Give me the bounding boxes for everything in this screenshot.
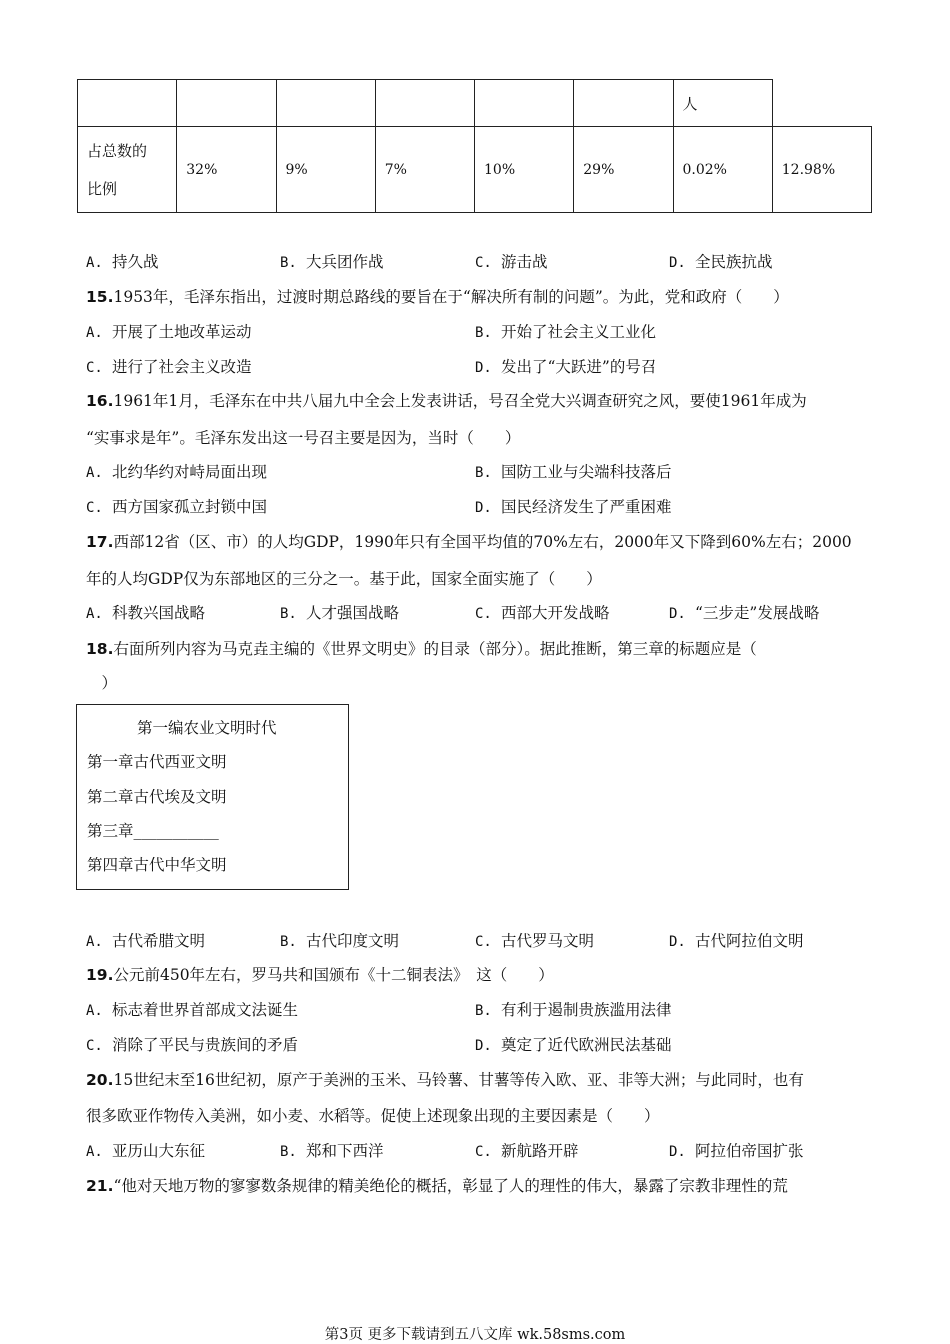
option-b — [475, 320, 656, 342]
question-text: 公元前450年左右，罗马共和国颁布《十二铜表法》 这（ ） — [113, 966, 554, 984]
option-letter: B. — [280, 255, 297, 271]
option-d — [669, 601, 819, 623]
option-letter: A. — [86, 1144, 103, 1160]
option-text: 古代印度文明 — [306, 932, 400, 950]
option-text: 国防工业与尖端科技落后 — [501, 463, 672, 481]
option-letter: D. — [475, 500, 492, 516]
option-c — [475, 929, 594, 951]
toc-chapter-3-blank: 第三章___________ — [87, 822, 219, 840]
question-number: 18. — [86, 640, 114, 658]
option-letter: D. — [669, 606, 686, 622]
table-row-label — [78, 127, 177, 213]
option-text: 北约华约对峙局面出现 — [112, 463, 268, 481]
option-text: 发出了“大跃进”的号召 — [501, 358, 657, 376]
option-text: 有利于遏制贵族滥用法律 — [501, 1001, 672, 1019]
option-text: 阿拉伯帝国扩张 — [695, 1142, 804, 1160]
option-text: 消除了平民与贵族间的矛盾 — [112, 1036, 299, 1054]
option-letter: C. — [475, 255, 492, 271]
question-number: 19. — [86, 966, 114, 984]
option-text: 大兵团作战 — [306, 253, 384, 271]
option-text: 郑和下西洋 — [306, 1142, 384, 1160]
option-text: 西方国家孤立封锁中国 — [112, 498, 268, 516]
option-text: 进行了社会主义改造 — [112, 358, 252, 376]
question-18 — [86, 637, 757, 659]
question-number: 17. — [86, 533, 114, 551]
option-letter: C. — [475, 606, 492, 622]
table-row — [78, 80, 872, 127]
option-text: 全民族抗战 — [695, 253, 773, 271]
option-letter: B. — [475, 325, 492, 341]
option-text: 西部大开发战略 — [501, 604, 610, 622]
q16-options-row1 — [86, 460, 866, 484]
question-number: 21. — [86, 1177, 114, 1195]
page-footer: 第3页 更多下载请到五八文库 wk.58sms.com — [324, 1327, 626, 1343]
option-text: 古代希腊文明 — [112, 932, 206, 950]
option-letter: C. — [475, 1144, 492, 1160]
population-ratio-table — [77, 79, 872, 213]
option-letter: A. — [86, 606, 103, 622]
option-b — [280, 601, 399, 623]
table-cell: 7% — [375, 127, 474, 213]
option-letter: A. — [86, 934, 103, 950]
option-letter: C. — [86, 1038, 103, 1054]
option-letter: A. — [86, 1003, 103, 1019]
option-text: 开始了社会主义工业化 — [501, 323, 657, 341]
table-cell — [375, 80, 474, 127]
option-letter: D. — [669, 934, 686, 950]
question-18-line2 — [86, 671, 117, 693]
option-b — [280, 250, 384, 272]
q15-options-row2 — [86, 355, 866, 379]
option-letter: C. — [86, 360, 103, 376]
option-text: 持久战 — [112, 253, 159, 271]
option-b — [475, 998, 672, 1020]
toc-part-title: 第一编农业文明时代 — [137, 719, 277, 737]
table-cell — [78, 80, 177, 127]
option-letter: C. — [475, 934, 492, 950]
option-d — [669, 1139, 804, 1161]
option-d — [475, 1033, 672, 1055]
table-row — [78, 127, 872, 213]
option-text: 标志着世界首部成文法诞生 — [112, 1001, 299, 1019]
option-letter: A. — [86, 325, 103, 341]
option-d — [475, 355, 656, 377]
option-text: 科教兴国战略 — [112, 604, 206, 622]
option-c — [475, 250, 548, 272]
option-text: 国民经济发生了严重困难 — [501, 498, 672, 516]
question-19 — [86, 963, 554, 985]
option-a — [86, 460, 267, 482]
option-c — [86, 355, 252, 377]
option-text: 亚历山大东征 — [112, 1142, 206, 1160]
option-a — [86, 320, 252, 342]
question-20-line2 — [86, 1104, 660, 1126]
question-20 — [86, 1068, 804, 1090]
table-cell — [276, 80, 375, 127]
question-16-line2 — [86, 426, 520, 448]
question-text: 很多欧亚作物传入美洲，如小麦、水稻等。促使上述现象出现的主要因素是（ ） — [86, 1107, 660, 1125]
option-text: 游击战 — [501, 253, 548, 271]
table-cell: 9% — [276, 127, 375, 213]
option-letter: D. — [475, 360, 492, 376]
q17-options — [86, 601, 866, 625]
option-text: 新航路开辟 — [501, 1142, 579, 1160]
question-text: 1953年，毛泽东指出，过渡时期总路线的要旨在于“解决所有制的问题”。为此，党和政府（ ） — [113, 288, 789, 306]
question-text: “他对天地万物的寥寥数条规律的精美绝伦的概括，彰显了人的理性的伟大，暴露了宗教非理性的荒 — [113, 1177, 788, 1195]
option-d — [669, 929, 804, 951]
label-line: 比例 — [87, 179, 118, 198]
toc-chapter-2: 第二章古代埃及文明 — [87, 788, 227, 806]
option-a — [86, 929, 205, 951]
option-text: 人才强国战略 — [306, 604, 400, 622]
question-number: 15. — [86, 288, 114, 306]
question-15 — [86, 285, 789, 307]
toc-chapter-4: 第四章古代中华文明 — [87, 856, 227, 874]
option-letter: B. — [280, 934, 297, 950]
option-letter: B. — [280, 1144, 297, 1160]
question-text: ） — [86, 674, 118, 692]
option-a — [86, 998, 298, 1020]
option-letter: A. — [86, 465, 103, 481]
option-c — [475, 601, 610, 623]
option-letter: D. — [475, 1038, 492, 1054]
option-c — [86, 495, 267, 517]
table-of-contents-box — [76, 704, 349, 890]
question-text: “实事求是年”。毛泽东发出这一号召主要是因为，当时（ ） — [86, 429, 521, 447]
option-d — [475, 495, 672, 517]
q14-options — [86, 250, 866, 274]
q19-options-row2 — [86, 1033, 866, 1057]
label-line: 占总数的 — [87, 141, 148, 160]
option-letter: A. — [86, 255, 103, 271]
question-number: 20. — [86, 1071, 114, 1089]
q16-options-row2 — [86, 495, 866, 519]
question-17-line2 — [86, 567, 602, 589]
question-text: 右面所列内容为马克垚主编的《世界文明史》的目录（部分）。据此推断，第三章的标题应是（ — [113, 640, 757, 658]
table-cell: 32% — [177, 127, 276, 213]
option-a — [86, 1139, 205, 1161]
option-a — [86, 601, 205, 623]
table-cell — [574, 80, 673, 127]
table-cell: 0.02% — [673, 127, 772, 213]
option-text: 古代罗马文明 — [501, 932, 595, 950]
q20-options — [86, 1139, 866, 1163]
question-16 — [86, 389, 807, 411]
option-b — [475, 460, 672, 482]
option-d — [669, 250, 773, 272]
table-cell — [475, 80, 574, 127]
option-b — [280, 1139, 384, 1161]
q19-options-row1 — [86, 998, 866, 1022]
table-cell — [177, 80, 276, 127]
toc-chapter-1: 第一章古代西亚文明 — [87, 753, 227, 771]
option-letter: B. — [280, 606, 297, 622]
question-number: 16. — [86, 392, 114, 410]
question-text: 15世纪末至16世纪初，原产于美洲的玉米、马铃薯、甘薯等传入欧、亚、非等大洲；与此同时，也有 — [113, 1071, 804, 1089]
q18-options — [86, 929, 866, 953]
option-text: 奠定了近代欧洲民法基础 — [501, 1036, 672, 1054]
option-c — [475, 1139, 579, 1161]
option-c — [86, 1033, 298, 1055]
option-b — [280, 929, 399, 951]
option-text: 古代阿拉伯文明 — [695, 932, 804, 950]
question-text: 西部12省（区、市）的人均GDP，1990年只有全国平均值的70%左右，2000年又下降到60%左右；2000 — [113, 533, 852, 551]
option-letter: B. — [475, 465, 492, 481]
question-text: 年的人均GDP仅为东部地区的三分之一。基于此，国家全面实施了（ ） — [86, 570, 602, 588]
option-a — [86, 250, 159, 272]
table-cell: 12.98% — [772, 127, 871, 213]
question-21 — [86, 1174, 788, 1196]
option-letter: B. — [475, 1003, 492, 1019]
question-17 — [86, 530, 852, 552]
table-cell: 人 — [673, 80, 772, 127]
table-cell: 29% — [574, 127, 673, 213]
q15-options-row1 — [86, 320, 866, 344]
option-text: “三步走”发展战略 — [695, 604, 820, 622]
question-text: 1961年1月，毛泽东在中共八届九中全会上发表讲话，号召全党大兴调查研究之风，要使1961年成为 — [113, 392, 807, 410]
option-text: 开展了土地改革运动 — [112, 323, 252, 341]
option-letter: D. — [669, 1144, 686, 1160]
option-letter: D. — [669, 255, 686, 271]
table-cell: 10% — [475, 127, 574, 213]
option-letter: C. — [86, 500, 103, 516]
